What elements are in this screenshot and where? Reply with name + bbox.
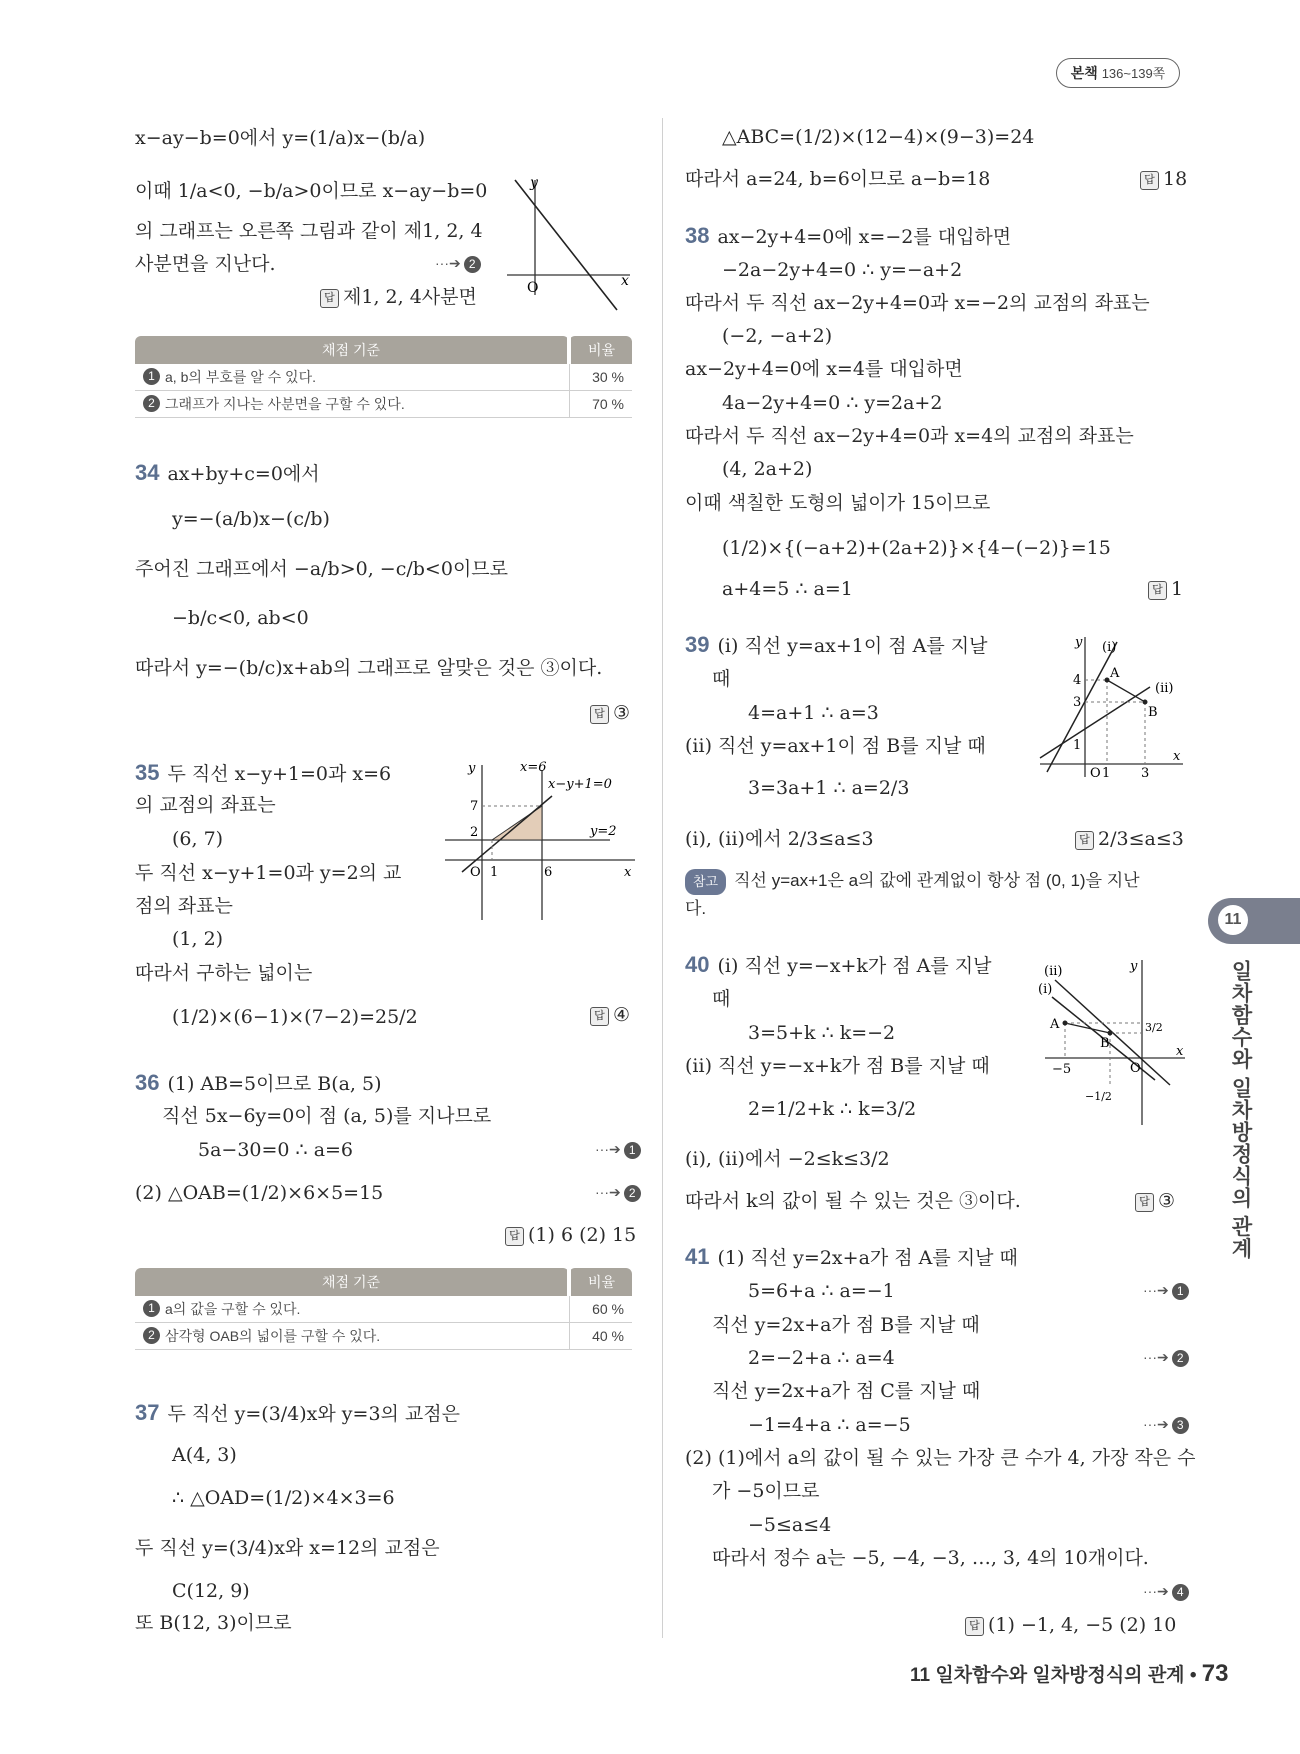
p41-line9: −5≤a≤4	[748, 1514, 832, 1536]
label-y2: y=2	[590, 824, 617, 839]
p41-line4: 2=−2+a ∴ a=4	[748, 1347, 895, 1369]
p37-answer: 답 18	[1140, 166, 1187, 192]
answer-icon: 답	[1148, 581, 1167, 600]
p37-line3: ∴ △OAD=(1/2)×4×3=6	[172, 1487, 395, 1509]
column-divider	[662, 118, 663, 1638]
p38-line7: 따라서 두 직선 ax−2y+4=0과 x=4의 교점의 좌표는	[685, 425, 1134, 447]
criteria-table-1	[135, 336, 632, 418]
p33-graph	[505, 175, 635, 315]
p38-line2: −2a−2y+4=0 ∴ y=−a+2	[722, 259, 963, 281]
point-b: B	[1100, 1036, 1110, 1051]
answer-icon: 답	[590, 705, 609, 724]
p38-line10: (1/2)×{(−a+2)+(2a+2)}×{4−(−2)}=15	[722, 537, 1111, 559]
p34-line4: −b/c<0, ab<0	[172, 607, 309, 629]
tick-4: 4	[1073, 673, 1082, 688]
point-a: A	[1110, 666, 1120, 681]
p35-line7: 따라서 구하는 넓이는	[135, 962, 313, 984]
page-range: 136~139쪽	[1101, 66, 1166, 81]
p35-line1: 35 두 직선 x−y+1=0과 x=6	[135, 760, 392, 785]
criteria-header: 채점 기준	[135, 1268, 569, 1296]
answer-icon: 답	[1075, 831, 1094, 850]
table-row: 1 a의 값을 구할 수 있다. 60 %	[135, 1296, 632, 1323]
chapter-number: 11	[1218, 905, 1248, 935]
axis-x-label: x	[621, 273, 629, 289]
chapter-title-vertical: 일차함수와 일차방정식의 관계	[1229, 960, 1252, 1260]
step-marker: ···➔ 1	[595, 1141, 641, 1159]
step-marker: ···➔ 2	[595, 1184, 641, 1202]
criteria-header: 채점 기준	[135, 336, 569, 364]
step-marker: ···➔ 2	[1143, 1349, 1189, 1367]
p38-line5: ax−2y+4=0에 x=4를 대입하면	[685, 358, 963, 380]
p37-line1: 37 두 직선 y=(3/4)x와 y=3의 교점은	[135, 1400, 460, 1425]
tick-2: 2	[470, 825, 479, 840]
p39-graph	[1035, 632, 1185, 782]
answer-icon: 답	[965, 1617, 984, 1636]
p41-line2: 5=6+a ∴ a=−1	[748, 1280, 895, 1302]
p35-line5: 점의 좌표는	[135, 895, 233, 917]
p39-line5: 3=3a+1 ∴ a=2/3	[748, 777, 910, 799]
page-number: 73	[1201, 1660, 1229, 1687]
label-line: x−y+1=0	[548, 777, 612, 792]
p39-line2: 때	[712, 668, 731, 690]
p37-line8: 따라서 a=24, b=6이므로 a−b=18	[685, 168, 991, 190]
p40-line7: 따라서 k의 값이 될 수 있는 것은 ③이다.	[685, 1190, 1021, 1212]
p36-line2: 직선 5x−6y=0이 점 (a, 5)를 지나므로	[162, 1105, 492, 1127]
footer-chapter: 11 일차함수와 일차방정식의 관계	[910, 1665, 1185, 1686]
p34-line5: 따라서 y=−(b/c)x+ab의 그래프로 알맞은 것은 ③이다.	[135, 657, 603, 679]
p39-line3: 4=a+1 ∴ a=3	[748, 702, 879, 724]
axis-y-label: y	[1075, 635, 1083, 650]
p38-line3: 따라서 두 직선 ax−2y+4=0과 x=−2의 교점의 좌표는	[685, 292, 1150, 314]
axis-y-label: y	[530, 175, 538, 191]
p41-line5: 직선 y=2x+a가 점 C를 지날 때	[712, 1380, 981, 1402]
tick-32: 3/2	[1145, 1021, 1163, 1034]
p35-line2: 의 교점의 좌표는	[135, 794, 276, 816]
p40-line1: 40 (i) 직선 y=−x+k가 점 A를 지날	[685, 952, 992, 977]
step-marker: ···➔ 1	[1143, 1282, 1189, 1300]
tick-m12: −1/2	[1085, 1090, 1112, 1103]
answer-icon: 답	[1135, 1193, 1154, 1212]
p40-line4: (ii) 직선 y=−x+k가 점 B를 지날 때	[685, 1055, 990, 1077]
axis-x-label: x	[624, 865, 632, 880]
p38-line8: (4, 2a+2)	[722, 458, 813, 480]
step-marker: ···➔ 4	[1143, 1583, 1189, 1601]
tick-3: 3	[1073, 695, 1082, 710]
label-i: (i)	[1038, 982, 1053, 997]
step-marker: ···➔ 2	[435, 255, 481, 273]
p33-line4: 사분면을 지난다.	[135, 253, 276, 275]
p36-line4: (2) △OAB=(1/2)×6×5=15	[135, 1182, 384, 1204]
tick-6: 6	[544, 865, 553, 880]
p33-line2: 이때 1/a<0, −b/a>0이므로 x−ay−b=0	[135, 180, 488, 202]
p35-answer: 답 ④	[590, 1002, 630, 1028]
p41-answer: 답 (1) −1, 4, −5 (2) 10	[965, 1612, 1176, 1638]
p38-line1: 38 ax−2y+4=0에 x=−2를 대입하면	[685, 223, 1012, 248]
ratio-header: 비율	[569, 336, 632, 364]
p41-line1: 41 (1) 직선 y=2x+a가 점 A를 지날 때	[685, 1244, 1018, 1269]
answer-icon: 답	[590, 1007, 609, 1026]
page-header-pill	[1056, 58, 1180, 88]
p34-line2: y=−(a/b)x−(c/b)	[172, 508, 330, 530]
tick-1: 1	[490, 865, 499, 880]
p35-line6: (1, 2)	[172, 928, 224, 950]
origin-label: O	[1130, 1061, 1141, 1076]
axis-x-label: x	[1173, 749, 1181, 764]
axis-y-label: y	[468, 761, 476, 776]
p39-line4: (ii) 직선 y=ax+1이 점 B를 지날 때	[685, 735, 986, 757]
p41-line7: (2) (1)에서 a의 값이 될 수 있는 가장 큰 수가 4, 가장 작은 수	[685, 1447, 1196, 1469]
chapter-tab	[1208, 898, 1300, 944]
point-b: B	[1148, 705, 1158, 720]
p37-line7: △ABC=(1/2)×(12−4)×(9−3)=24	[722, 126, 1035, 148]
axis-y-label: y	[1130, 959, 1138, 974]
label-ii: (ii)	[1044, 964, 1063, 979]
label-x6: x=6	[520, 760, 547, 775]
ratio-header: 비율	[569, 1268, 632, 1296]
p37-line2: A(4, 3)	[172, 1444, 237, 1466]
answer-icon: 답	[1140, 171, 1159, 190]
p40-line3: 3=5+k ∴ k=−2	[748, 1022, 896, 1044]
table-row: 2 그래프가 지나는 사분면을 구할 수 있다. 70 %	[135, 391, 632, 418]
p37-line5: C(12, 9)	[172, 1580, 250, 1602]
table-row: 2 삼각형 OAB의 넓이를 구할 수 있다. 40 %	[135, 1323, 632, 1350]
p36-line1: 36 (1) AB=5이므로 B(a, 5)	[135, 1070, 382, 1095]
p40-line2: 때	[712, 988, 731, 1010]
p33-line3: 의 그래프는 오른쪽 그림과 같이 제1, 2, 4	[135, 220, 483, 242]
p33-line1: x−ay−b=0에서 y=(1/a)x−(b/a)	[135, 127, 426, 149]
footer-separator: •	[1189, 1665, 1197, 1686]
answer-icon: 답	[320, 289, 339, 308]
book-label: 본책	[1070, 65, 1098, 81]
label-ii: (ii)	[1155, 681, 1174, 696]
p35-line8: (1/2)×(6−1)×(7−2)=25/2	[172, 1006, 418, 1028]
p38-line6: 4a−2y+4=0 ∴ y=2a+2	[722, 392, 943, 414]
p40-line6: (i), (ii)에서 −2≤k≤3/2	[685, 1148, 890, 1170]
p34-line1: 34 ax+by+c=0에서	[135, 460, 320, 485]
p39-note1: 참고 직선 y=ax+1은 a의 값에 관계없이 항상 점 (0, 1)을 지난	[685, 868, 1140, 895]
p38-line11: a+4=5 ∴ a=1	[722, 578, 853, 600]
p41-line10: 따라서 정수 a는 −5, −4, −3, …, 3, 4의 10개이다.	[712, 1547, 1149, 1569]
label-i: (i)	[1102, 640, 1117, 655]
p39-note2: 다.	[685, 899, 707, 918]
tick-x3: 3	[1141, 766, 1150, 781]
step-marker: ···➔ 3	[1143, 1416, 1189, 1434]
criteria-table-2	[135, 1268, 632, 1350]
p40-answer: 답 ③	[1135, 1188, 1175, 1214]
p41-line8: 가 −5이므로	[712, 1480, 820, 1502]
page-footer	[910, 1660, 1228, 1688]
note-tag: 참고	[685, 869, 726, 895]
p39-line6: (i), (ii)에서 2/3≤a≤3	[685, 828, 874, 850]
p38-answer: 답 1	[1148, 576, 1183, 602]
p40-line5: 2=1/2+k ∴ k=3/2	[748, 1098, 917, 1120]
p39-line1: 39 (i) 직선 y=ax+1이 점 A를 지날	[685, 632, 988, 657]
p34-answer: 답 ③	[590, 700, 630, 726]
p37-line4: 두 직선 y=(3/4)x와 x=12의 교점은	[135, 1537, 440, 1559]
p35-line4: 두 직선 x−y+1=0과 y=2의 교	[135, 862, 402, 884]
tick-1: 1	[1073, 738, 1082, 753]
tick-m5: −5	[1052, 1062, 1072, 1077]
p37-line6: 또 B(12, 3)이므로	[135, 1612, 292, 1634]
tick-7: 7	[470, 799, 479, 814]
p33-answer: 답 제1, 2, 4사분면	[320, 284, 477, 310]
p35-graph	[440, 760, 640, 930]
p36-answer: 답 (1) 6 (2) 15	[505, 1222, 636, 1248]
table-row: 1 a, b의 부호를 알 수 있다. 30 %	[135, 364, 632, 391]
point-a: A	[1050, 1017, 1060, 1032]
answer-icon: 답	[505, 1227, 524, 1246]
p39-answer: 답 2/3≤a≤3	[1075, 826, 1184, 852]
axis-x-label: x	[1176, 1044, 1184, 1059]
origin-label: O	[470, 865, 481, 880]
origin-label: O	[527, 280, 539, 296]
tick-x1: 1	[1102, 766, 1111, 781]
p41-line6: −1=4+a ∴ a=−5	[748, 1414, 911, 1436]
p35-line3: (6, 7)	[172, 828, 224, 850]
origin-label: O	[1090, 766, 1101, 781]
p36-line3: 5a−30=0 ∴ a=6	[198, 1139, 354, 1161]
p34-line3: 주어진 그래프에서 −a/b>0, −c/b<0이므로	[135, 558, 509, 580]
p41-line3: 직선 y=2x+a가 점 B를 지날 때	[712, 1314, 980, 1336]
p38-line4: (−2, −a+2)	[722, 325, 833, 347]
p40-graph	[1030, 955, 1190, 1130]
p38-line9: 이때 색칠한 도형의 넓이가 15이므로	[685, 492, 991, 514]
